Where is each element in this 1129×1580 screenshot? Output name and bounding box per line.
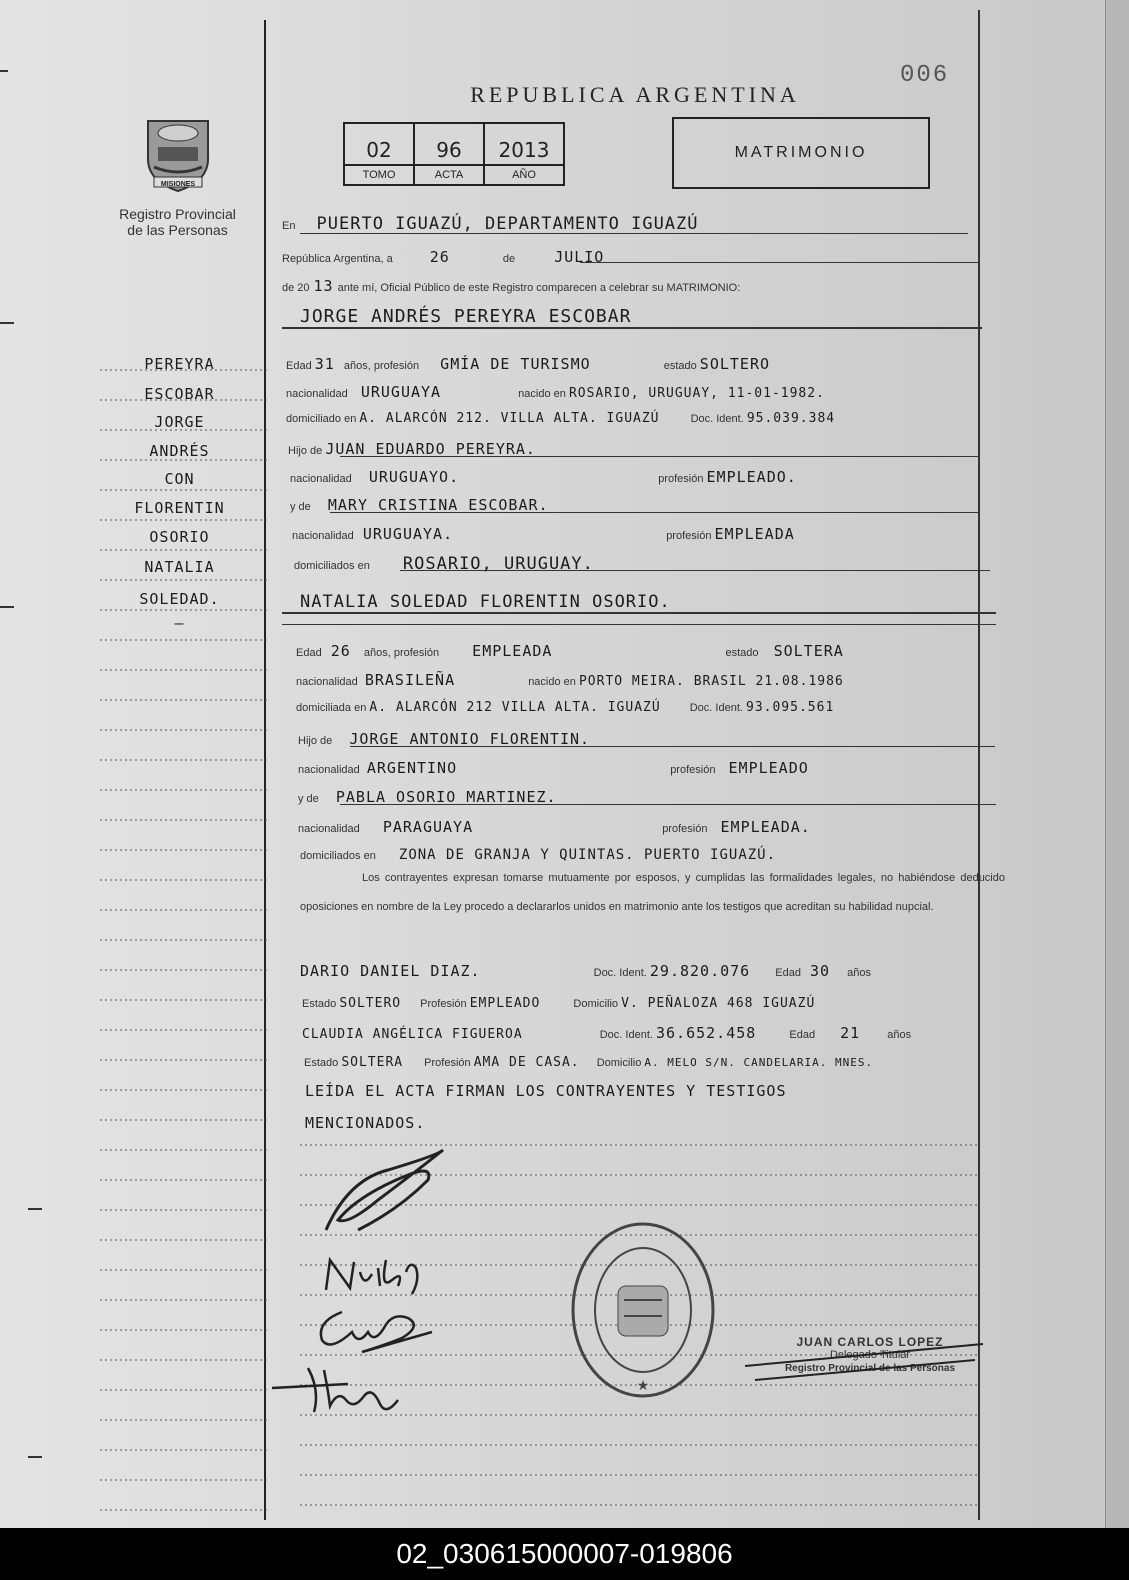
witness1-age: 30 — [810, 962, 831, 980]
groom-doc: 95.039.384 — [746, 411, 836, 426]
registry-line1: Registro Provincial — [119, 206, 236, 222]
intro-place-row — [282, 214, 699, 234]
groom-domicilio-label: domiciliado en — [286, 413, 357, 425]
signature-witness1-icon — [312, 1302, 442, 1362]
groom-hijo-label: Hijo de — [288, 445, 323, 457]
groom-profession: GMÍA DE TURISMO — [440, 355, 591, 373]
bride-mother-nac-row — [298, 818, 811, 836]
registry-line2: de las Personas — [127, 222, 228, 238]
binding-mark — [0, 606, 14, 608]
declaration-text: Los contrayentes expresan tomarse mutuamente por esposos, y cumplidas las formalidades legales, no habiéndose deducido oposiciones en nombre de la Ley procedo a declararlos unidos en matrimonio ante los testigos que acreditan su habilidad nupcial. — [300, 872, 1005, 913]
witness1-estado: SOLTERO — [339, 996, 402, 1011]
tomo-box — [345, 124, 415, 184]
binding-mark — [0, 322, 14, 324]
bride-mother-rule — [340, 804, 996, 805]
acta-label: ACTA — [415, 164, 483, 184]
groom-address-row — [286, 411, 835, 426]
witness2-estado: SOLTERA — [341, 1055, 404, 1070]
signature-witness2-icon — [268, 1360, 408, 1420]
margin-note-line: CON — [164, 470, 195, 488]
bride-father-prof-label: profesión — [670, 764, 716, 776]
witness1-doc-label: Doc. Ident. — [593, 967, 647, 979]
groom-anos-label: años, profesión — [343, 360, 420, 372]
witness1-anos-label: años — [847, 967, 872, 979]
acta-box — [415, 124, 485, 184]
witness2-name: CLAUDIA ANGÉLICA FIGUEROA — [302, 1027, 523, 1042]
witness2-edad-label: Edad — [789, 1029, 816, 1041]
groom-mother-nac-row — [292, 525, 795, 543]
groom-estado: SOLTERO — [699, 355, 771, 373]
place-value: PUERTO IGUAZÚ, DEPARTAMENTO IGUAZÚ — [316, 214, 699, 234]
groom-mother-profession: EMPLEADA — [714, 525, 795, 543]
groom-parents-rule — [400, 570, 990, 571]
bride-father-nac-row — [298, 759, 809, 777]
margin-note-line: OSORIO — [149, 528, 210, 546]
day-value: 26 — [429, 248, 450, 266]
witness1-prof-label: Profesión — [420, 998, 467, 1010]
bride-name-row — [300, 592, 671, 612]
margin-note-line: NATALIA — [144, 558, 215, 576]
bride-birth: PORTO MEIRA. BRASIL 21.08.1986 — [578, 674, 844, 689]
groom-mother: MARY CRISTINA ESCOBAR. — [327, 496, 549, 514]
bride-profession: EMPLEADA — [472, 642, 553, 660]
groom-doc-label: Doc. Ident. — [690, 413, 744, 425]
binding-mark — [28, 1208, 42, 1210]
witness1-address: V. PEÑALOZA 468 IGUAZÚ — [621, 996, 816, 1011]
page-edge — [1105, 0, 1129, 1528]
witness1-row — [300, 962, 871, 980]
witness1-doc: 29.820.076 — [649, 962, 751, 980]
groom-nac-label: nacionalidad — [286, 388, 348, 400]
bride-section-rule — [282, 624, 996, 625]
official-role: Delegado Titular — [829, 1349, 911, 1361]
groom-nac-row — [286, 383, 825, 401]
witness2-address: A. MELO S/N. CANDELARIA. MNES. — [644, 1056, 874, 1069]
month-value: JULIO — [554, 248, 605, 266]
date-rule — [580, 262, 980, 263]
bride-estado-label: estado — [725, 647, 759, 659]
bride-parents-address: ZONA DE GRANJA Y QUINTAS. PUERTO IGUAZÚ. — [398, 847, 777, 863]
groom-full-name: JORGE ANDRÉS PEREYRA ESCOBAR — [300, 306, 632, 327]
republica-label: República Argentina, a — [282, 253, 393, 265]
groom-mother-rule — [330, 512, 980, 513]
ante-text: ante mí, Oficial Público de este Registro comparecen a celebrar su MATRIMONIO: — [337, 282, 741, 294]
groom-nacido-label: nacido en — [518, 388, 566, 400]
witness2-anos-label: años — [887, 1029, 912, 1041]
witness1-edad-label: Edad — [775, 967, 801, 979]
page-number: 006 — [900, 62, 950, 89]
year-suffix: 13 — [313, 277, 334, 295]
bride-father: JORGE ANTONIO FLORENTIN. — [349, 730, 591, 748]
en-label: En — [282, 220, 296, 232]
bride-full-name: NATALIA SOLEDAD FLORENTIN OSORIO. — [300, 592, 671, 612]
bride-father-profession: EMPLEADO — [728, 759, 809, 777]
intro-date-row — [282, 248, 604, 266]
place-rule — [300, 233, 968, 234]
witness1-estado-label: Estado — [302, 998, 337, 1010]
svg-text:★: ★ — [636, 1378, 650, 1394]
seal-label: MISIONES — [160, 181, 196, 188]
bride-mother-prof-label: profesión — [662, 823, 708, 835]
signature-bride-icon — [320, 1250, 430, 1300]
groom-parents-address: ROSARIO, URUGUAY. — [402, 554, 594, 574]
record-type: MATRIMONIO — [672, 117, 930, 189]
witness1-dom-label: Domicilio — [573, 998, 619, 1010]
bride-estado: SOLTERA — [773, 642, 844, 660]
groom-age-row — [286, 355, 770, 373]
intro-year-row — [282, 277, 740, 295]
witness2-details-row — [304, 1055, 873, 1070]
groom-estado-label: estado — [663, 360, 697, 372]
groom-parents-address-row — [294, 554, 594, 574]
binding-mark — [0, 70, 8, 72]
groom-address: A. ALARCÓN 212. VILLA ALTA. IGUAZÚ — [359, 411, 660, 426]
groom-name-row — [300, 306, 631, 327]
bride-hijo-label: Hijo de — [298, 735, 333, 747]
bride-father-nationality: ARGENTINO — [366, 759, 458, 777]
file-id-footer: 02_030615000007-019806 — [0, 1528, 1129, 1580]
witness2-profession: AMA DE CASA. — [473, 1055, 580, 1070]
witness1-name: DARIO DANIEL DIAZ. — [300, 962, 481, 980]
groom-dom-parents-label: domiciliados en — [294, 560, 370, 572]
bride-domicilio-label: domiciliada en — [296, 702, 367, 714]
groom-father-nac-label: nacionalidad — [290, 473, 352, 485]
groom-father-prof-label: profesión — [658, 473, 704, 485]
bride-mother: PABLA OSORIO MARTINEZ. — [335, 788, 557, 806]
groom-nationality: URUGUAYA — [360, 383, 442, 401]
tomo-value: 02 — [366, 138, 392, 162]
country-title: REPUBLICA ARGENTINA — [470, 82, 800, 107]
groom-father-rule — [340, 456, 980, 457]
bride-nac-row — [296, 671, 844, 689]
bride-address-row — [296, 700, 834, 715]
bride-address: A. ALARCÓN 212 VILLA ALTA. IGUAZÚ — [369, 700, 661, 715]
year-prefix: de 20 — [282, 282, 310, 294]
margin-note-line: SOLEDAD. — [139, 590, 220, 608]
witness2-estado-label: Estado — [304, 1057, 339, 1069]
bride-age-row — [296, 642, 844, 660]
bride-nac-label: nacionalidad — [296, 676, 358, 688]
official-name: JUAN CARLOS LOPEZ — [796, 1335, 944, 1349]
official-org: Registro Provincial de las Personas — [784, 1363, 956, 1374]
bride-anos-label: años, profesión — [363, 647, 440, 659]
bride-father-nac-label: nacionalidad — [298, 764, 360, 776]
bride-father-rule — [350, 746, 995, 747]
groom-father: JUAN EDUARDO PEREYRA. — [325, 440, 536, 458]
groom-mother-nac-label: nacionalidad — [292, 530, 354, 542]
bride-mother-nac-label: nacionalidad — [298, 823, 360, 835]
groom-father-nac-row — [290, 468, 797, 486]
bride-mother-profession: EMPLEADA. — [720, 818, 811, 836]
groom-name-rule — [282, 327, 982, 329]
bride-name-rule — [282, 612, 996, 614]
official-signature-strike-icon — [735, 1336, 995, 1396]
margin-note-line: FLORENTIN — [134, 499, 225, 517]
anio-value: 2013 — [498, 138, 550, 162]
groom-mother-nationality: URUGUAYA. — [362, 525, 454, 543]
closing-note-line: MENCIONADOS. — [305, 1114, 426, 1132]
witness2-row — [302, 1024, 911, 1042]
closing-note-line: LEÍDA EL ACTA FIRMAN LOS CONTRAYENTES Y TESTIGOS — [305, 1082, 787, 1100]
tomo-label: TOMO — [345, 164, 413, 184]
margin-note-line: ANDRÉS — [149, 442, 210, 460]
witness1-profession: EMPLEADO — [469, 996, 541, 1011]
registry-name — [95, 206, 260, 238]
bride-nacido-label: nacido en — [528, 676, 576, 688]
bride-mother-nationality: PARAGUAYA — [382, 818, 474, 836]
groom-yde-label: y de — [290, 501, 311, 513]
margin-note-line: PEREYRA — [144, 355, 215, 373]
groom-age: 31 — [314, 355, 335, 373]
margin-note-line: JORGE — [154, 413, 205, 431]
bride-nationality: BRASILEÑA — [364, 671, 456, 689]
bride-doc: 93.095.561 — [746, 700, 835, 715]
record-boxes — [343, 122, 565, 186]
margin-note-line: — — [174, 614, 185, 632]
groom-mother-prof-label: profesión — [666, 530, 712, 542]
witness2-dom-label: Domicilio — [596, 1057, 642, 1069]
anio-label: AÑO — [485, 164, 563, 184]
acta-value: 96 — [436, 138, 462, 162]
groom-edad-label: Edad — [286, 360, 312, 372]
groom-father-profession: EMPLEADO. — [706, 468, 797, 486]
bride-doc-label: Doc. Ident. — [689, 702, 743, 714]
bride-yde-label: y de — [298, 793, 319, 805]
witness2-doc: 36.652.458 — [656, 1024, 757, 1042]
anio-box — [485, 124, 563, 184]
groom-birth: ROSARIO, URUGUAY, 11-01-1982. — [568, 386, 825, 401]
bride-edad-label: Edad — [296, 647, 322, 659]
groom-father-nationality: URUGUAYO. — [368, 468, 460, 486]
binding-mark — [28, 1456, 42, 1458]
bride-age: 26 — [330, 642, 351, 660]
witness1-details-row — [302, 996, 815, 1011]
margin-note-line: ESCOBAR — [144, 385, 215, 403]
witness2-doc-label: Doc. Ident. — [599, 1029, 653, 1041]
bride-dom-parents-label: domiciliados en — [300, 850, 376, 862]
witness2-age: 21 — [840, 1024, 861, 1042]
signature-groom-icon — [318, 1140, 458, 1240]
de-label: de — [502, 253, 516, 265]
bride-parents-address-row — [300, 847, 776, 863]
registry-stamp-icon — [568, 1220, 718, 1400]
witness2-prof-label: Profesión — [424, 1057, 471, 1069]
